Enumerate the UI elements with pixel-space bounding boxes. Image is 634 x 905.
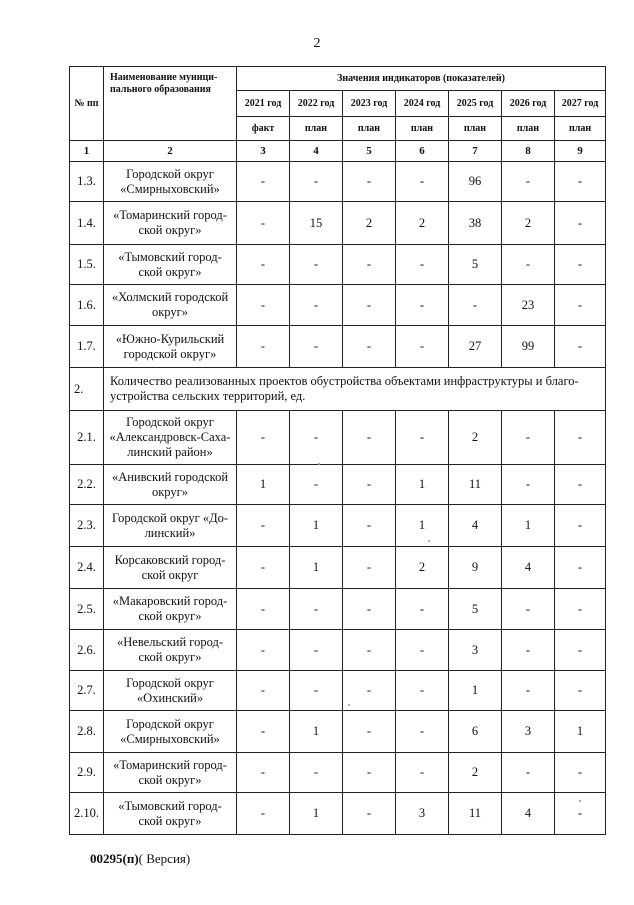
indicator-value: -: [290, 589, 343, 630]
header-row: [70, 67, 606, 91]
table-row: [70, 505, 606, 547]
municipality-name: Городской округ «Охинский»: [104, 671, 237, 711]
indicator-value: -: [502, 630, 555, 671]
row-number: 1.6.: [70, 285, 104, 326]
scan-speck: [428, 540, 430, 542]
indicator-value: -: [343, 162, 396, 202]
indicator-value: 4: [449, 505, 502, 547]
indicator-value: -: [343, 630, 396, 671]
indicator-value: -: [502, 411, 555, 465]
indicators-table: [69, 66, 606, 835]
indicator-value: 3: [502, 711, 555, 753]
indicator-value: 1: [290, 547, 343, 589]
indicator-value: 2: [343, 202, 396, 245]
indicator-value: -: [396, 162, 449, 202]
municipality-name: Городской округ «Александровск-Саха- линский район»: [104, 411, 237, 465]
indicator-value: -: [290, 465, 343, 505]
header-type: план: [290, 117, 343, 141]
indicator-value: -: [555, 671, 606, 711]
row-number: 2.5.: [70, 589, 104, 630]
header-type: факт: [237, 117, 290, 141]
column-number: 3: [237, 141, 290, 162]
indicator-value: -: [237, 793, 290, 835]
indicator-value: 1: [449, 671, 502, 711]
indicator-value: 2: [449, 411, 502, 465]
row-number: 1.3.: [70, 162, 104, 202]
row-number: 1.7.: [70, 326, 104, 368]
indicator-value: -: [555, 630, 606, 671]
indicator-value: -: [290, 630, 343, 671]
scan-speck: [318, 463, 320, 465]
indicator-value: -: [290, 753, 343, 793]
indicator-value: -: [555, 202, 606, 245]
indicator-value: -: [396, 245, 449, 285]
indicator-value: 1: [290, 505, 343, 547]
indicator-value: -: [502, 753, 555, 793]
header-type: план: [449, 117, 502, 141]
header-year: 2026 год: [502, 91, 555, 117]
row-number: 2.10.: [70, 793, 104, 835]
indicator-value: 5: [449, 589, 502, 630]
indicator-value: 38: [449, 202, 502, 245]
municipality-name: «Холмский городской округ»: [104, 285, 237, 326]
scan-speck: [348, 704, 350, 706]
indicator-value: -: [237, 245, 290, 285]
indicator-value: 3: [449, 630, 502, 671]
indicator-value: -: [290, 411, 343, 465]
page-number: 2: [313, 36, 321, 51]
column-numbers-row: [70, 141, 606, 162]
indicator-value: 6: [449, 711, 502, 753]
indicator-value: 1: [290, 793, 343, 835]
municipality-name: «Томаринский город- ской округ»: [104, 753, 237, 793]
header-type: план: [502, 117, 555, 141]
indicator-value: -: [237, 753, 290, 793]
municipality-name: Корсаковский город- ской округ: [104, 547, 237, 589]
indicator-value: -: [290, 285, 343, 326]
indicator-value: -: [290, 245, 343, 285]
municipality-name: «Макаровский город- ской округ»: [104, 589, 237, 630]
indicator-value: 11: [449, 793, 502, 835]
header-type: план: [396, 117, 449, 141]
indicator-value: -: [396, 753, 449, 793]
indicator-value: -: [290, 326, 343, 368]
indicator-value: -: [237, 202, 290, 245]
section-title: Количество реализованных проектов обустройства объектами инфраструктуры и благо- устройства сельских территорий, ед.: [104, 368, 606, 411]
document-code: 00295(п): [90, 851, 139, 866]
indicator-value: 2: [449, 753, 502, 793]
indicator-value: -: [237, 711, 290, 753]
indicator-value: 2: [396, 202, 449, 245]
header-year: 2027 год: [555, 91, 606, 117]
table-row: [70, 202, 606, 245]
header-year: 2021 год: [237, 91, 290, 117]
header-year: 2024 год: [396, 91, 449, 117]
row-number: 2.1.: [70, 411, 104, 465]
indicator-value: 11: [449, 465, 502, 505]
table-row: [70, 465, 606, 505]
indicator-value: -: [237, 411, 290, 465]
indicator-value: 1: [396, 505, 449, 547]
row-number: 1.5.: [70, 245, 104, 285]
indicator-value: -: [290, 162, 343, 202]
section-row: [70, 368, 606, 411]
indicator-value: 1: [396, 465, 449, 505]
document-footer: [90, 851, 190, 867]
indicator-value: -: [396, 589, 449, 630]
indicator-value: -: [343, 711, 396, 753]
table-row: [70, 411, 606, 465]
row-number: 2.8.: [70, 711, 104, 753]
indicator-value: 23: [502, 285, 555, 326]
indicator-value: -: [237, 671, 290, 711]
indicator-value: 3: [396, 793, 449, 835]
indicator-value: -: [502, 671, 555, 711]
table-row: [70, 162, 606, 202]
table-row: [70, 326, 606, 368]
indicator-value: 2: [502, 202, 555, 245]
header-municipality: Наименование муници- пального образования: [104, 67, 237, 141]
scan-speck: [579, 800, 581, 802]
indicator-value: -: [343, 753, 396, 793]
indicator-value: 1: [290, 711, 343, 753]
header-no: № пп: [70, 67, 104, 141]
table-row: [70, 671, 606, 711]
table-row: [70, 285, 606, 326]
row-number: 1.4.: [70, 202, 104, 245]
indicator-value: 1: [502, 505, 555, 547]
municipality-name: «Тымовский город- ской округ»: [104, 793, 237, 835]
municipality-name: Городской округ «Смирныховский»: [104, 162, 237, 202]
table-row: [70, 711, 606, 753]
indicator-value: 15: [290, 202, 343, 245]
table-row: [70, 793, 606, 835]
municipality-name: «Южно-Курильский городской округ»: [104, 326, 237, 368]
column-number: 9: [555, 141, 606, 162]
municipality-name: «Тымовский город- ской округ»: [104, 245, 237, 285]
indicator-value: -: [343, 793, 396, 835]
municipality-name: Городской округ «Смирныховский»: [104, 711, 237, 753]
municipality-name: «Невельский город- ской округ»: [104, 630, 237, 671]
row-number: 2.4.: [70, 547, 104, 589]
indicator-value: -: [343, 465, 396, 505]
indicator-value: 4: [502, 547, 555, 589]
column-number: 1: [70, 141, 104, 162]
row-number: 2.7.: [70, 671, 104, 711]
header-year: 2023 год: [343, 91, 396, 117]
indicator-value: -: [237, 326, 290, 368]
indicator-value: -: [555, 411, 606, 465]
indicator-value: 9: [449, 547, 502, 589]
indicator-value: 27: [449, 326, 502, 368]
section-number: 2.: [70, 368, 104, 411]
indicator-value: -: [237, 162, 290, 202]
indicator-value: -: [555, 547, 606, 589]
header-year: 2025 год: [449, 91, 502, 117]
table-row: [70, 547, 606, 589]
indicator-value: -: [555, 793, 606, 835]
indicator-value: 99: [502, 326, 555, 368]
indicator-value: -: [555, 505, 606, 547]
table-row: [70, 245, 606, 285]
indicator-value: -: [237, 505, 290, 547]
row-number: 2.6.: [70, 630, 104, 671]
indicator-value: -: [502, 589, 555, 630]
indicator-value: -: [555, 285, 606, 326]
municipality-name: «Анивский городской округ»: [104, 465, 237, 505]
indicator-value: -: [343, 671, 396, 711]
row-number: 2.3.: [70, 505, 104, 547]
column-number: 6: [396, 141, 449, 162]
indicator-value: 5: [449, 245, 502, 285]
municipality-name: «Томаринский город- ской округ»: [104, 202, 237, 245]
table-row: [70, 630, 606, 671]
indicator-value: -: [502, 245, 555, 285]
column-number: 5: [343, 141, 396, 162]
indicator-value: 96: [449, 162, 502, 202]
indicator-value: -: [396, 671, 449, 711]
header-indicators-group: Значения индикаторов (показателей): [237, 67, 606, 91]
column-number: 2: [104, 141, 237, 162]
indicator-value: -: [396, 411, 449, 465]
indicator-value: -: [555, 326, 606, 368]
indicator-value: -: [343, 589, 396, 630]
indicator-value: -: [555, 245, 606, 285]
indicator-value: -: [555, 589, 606, 630]
header-year: 2022 год: [290, 91, 343, 117]
document-version: ( Версия): [138, 851, 191, 866]
indicator-value: -: [237, 630, 290, 671]
table-row: [70, 589, 606, 630]
table-row: [70, 753, 606, 793]
indicator-value: -: [396, 711, 449, 753]
header-type: план: [343, 117, 396, 141]
header-type: план: [555, 117, 606, 141]
indicator-value: -: [343, 411, 396, 465]
indicator-value: -: [396, 285, 449, 326]
indicator-value: -: [502, 162, 555, 202]
row-number: 2.9.: [70, 753, 104, 793]
indicator-value: -: [343, 245, 396, 285]
indicator-value: -: [290, 671, 343, 711]
indicator-value: -: [343, 547, 396, 589]
municipality-name: Городской округ «До- линский»: [104, 505, 237, 547]
indicator-value: -: [555, 162, 606, 202]
indicator-value: -: [502, 465, 555, 505]
indicator-value: -: [237, 547, 290, 589]
indicator-value: 1: [237, 465, 290, 505]
indicator-value: -: [555, 465, 606, 505]
column-number: 8: [502, 141, 555, 162]
indicator-value: -: [237, 285, 290, 326]
indicator-value: -: [396, 326, 449, 368]
indicator-value: -: [449, 285, 502, 326]
indicator-value: 4: [502, 793, 555, 835]
row-number: 2.2.: [70, 465, 104, 505]
indicator-value: -: [343, 505, 396, 547]
indicator-value: 2: [396, 547, 449, 589]
column-number: 4: [290, 141, 343, 162]
indicator-value: -: [555, 753, 606, 793]
indicator-value: 1: [555, 711, 606, 753]
indicator-value: -: [396, 630, 449, 671]
indicator-value: -: [237, 589, 290, 630]
indicator-value: -: [343, 285, 396, 326]
indicator-value: -: [343, 326, 396, 368]
column-number: 7: [449, 141, 502, 162]
